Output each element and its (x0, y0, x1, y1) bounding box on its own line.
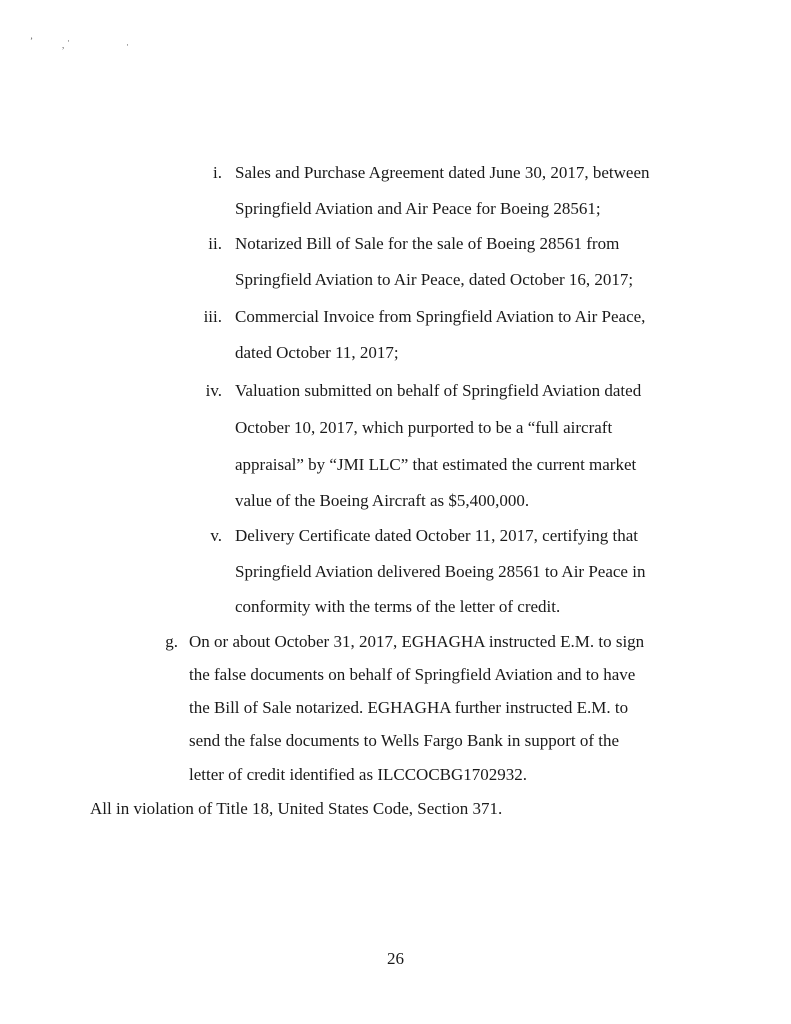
item-line: Springfield Aviation to Air Peace, dated October 16, 2017; (235, 270, 634, 289)
item-line: dated October 11, 2017; (235, 343, 399, 362)
item-line: value of the Boeing Aircraft as $5,400,000. (235, 491, 530, 510)
item-line: October 10, 2017, which purported to be a “full aircraft (235, 418, 613, 437)
item-line: Springfield Aviation delivered Boeing 28561 to Air Peace in (235, 562, 646, 581)
item-line: the Bill of Sale notarized. EGHAGHA further instructed E.M. to (189, 698, 629, 717)
item-line: On or about October 31, 2017, EGHAGHA instructed E.M. to sign (189, 632, 645, 651)
item-line: Notarized Bill of Sale for the sale of Boeing 28561 from (235, 234, 620, 253)
page-number: 26 (387, 949, 404, 968)
item-line: Springfield Aviation and Air Peace for Boeing 28561; (235, 199, 601, 218)
item-line: Sales and Purchase Agreement dated June 30, 2017, between (235, 163, 650, 182)
item-number: ii. (208, 234, 222, 253)
document-page: ’ , · · i. Sales and Purchase Agreement dated June 30, 2017, between Springfield Aviation and Air Peace for Boeing 28561; ii. Notarized Bill of Sale for the sale of Boeing 28561 from Springfield Aviation to Air Peace, dated October 16, 2017; iii. Commercial Invoice from Springfield Aviation to Air Peace, dated October 11, 2017; iv. Valuation submitted on behalf of Springfield Aviation dated October 10, 2017, which purported to be a “full aircraft appraisal” by “JMI LLC” that estimated the current market value of the Boeing Aircraft as $5,400,000. v. Delivery Certificate dated October 11, 2017, certifying that Springfield Aviation delivered Boeing 28561 to Air Peace in conformity with the terms of the letter of credit. g. On or about October 31, 2017, EGHAGHA instructed E.M. to sign the false documents on behalf of Springfield Aviation and to have the Bill of Sale notarized. EGHAGHA further instructed E.M. to send the false documents to Wells Fargo Bank in support of the letter of credit identified as ILCCOCBG1702932. All in violation of Title 18, United States Code, Section 371. 26 (0, 0, 791, 1024)
item-line: Commercial Invoice from Springfield Aviation to Air Peace, (235, 307, 646, 326)
item-line: conformity with the terms of the letter of credit. (235, 597, 561, 616)
item-line: send the false documents to Wells Fargo Bank in support of the (189, 731, 620, 750)
item-line: Valuation submitted on behalf of Springfield Aviation dated (235, 381, 642, 400)
item-number: iii. (203, 307, 222, 326)
item-number: v. (210, 526, 222, 545)
item-number: iv. (205, 381, 222, 400)
item-number: i. (213, 163, 222, 182)
item-line: Delivery Certificate dated October 11, 2017, certifying that (235, 526, 638, 545)
item-line: the false documents on behalf of Springfield Aviation and to have (189, 665, 636, 684)
item-number: g. (165, 632, 178, 651)
item-line: appraisal” by “JMI LLC” that estimated the current market (235, 455, 637, 474)
item-line: letter of credit identified as ILCCOCBG1702932. (189, 765, 528, 784)
closing-statement: All in violation of Title 18, United States Code, Section 371. (90, 799, 503, 818)
